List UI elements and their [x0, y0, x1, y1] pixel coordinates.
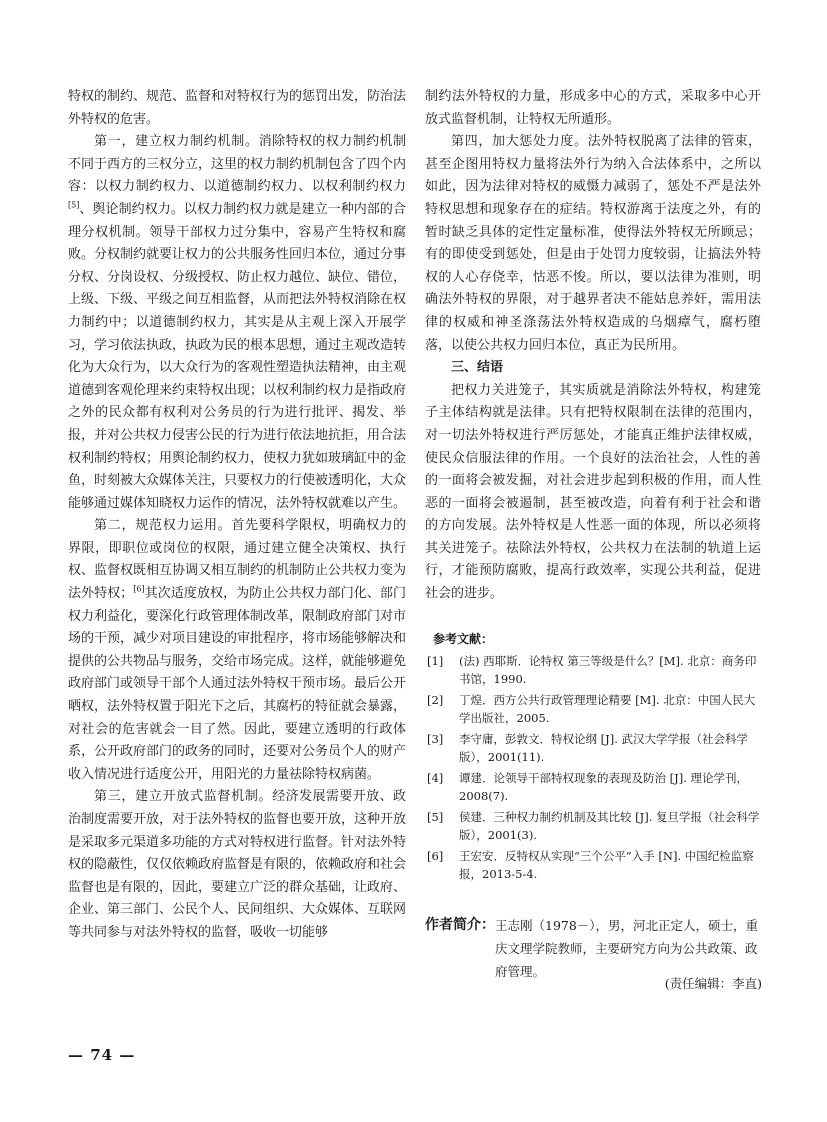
page-number: — 74 — — [68, 1046, 136, 1064]
citation-marker: [5] — [68, 200, 80, 210]
left-column — [68, 86, 406, 945]
author-label: 作者简介： — [425, 917, 495, 933]
paragraph-punishment — [425, 131, 761, 357]
reference-number: [6] — [427, 849, 444, 863]
paragraph-text: 、舆论制约权力。以权力制约权力就是建立一种内部的合理分权机制。领导干部权力过分集中，容易产生特权和腐败。分权制约就要让权力的公共服务性回归本位，通过分事分权、分岗设权、分级授权、防止权力越位、缺位、错位，上级、下级、平级之间互相监督，从而把法外特权消除在权力制约中；以道德制约权力，其实是从主观上深入开展学习，学习依法执政，执政为民的根本思想，通过主观改造转化为大众行为，以大众行为的客观性塑造执法精神，由主观道德到客观伦理来约束特权出现；以权利制约权力是指政府之外的民众都有权利对公务员的行为进行批评、揭发、举报，并对公共权力侵害公民的行为进行依法地抗拒，用合法权利制约特权；用舆论制约权力，使权力犹如玻璃缸中的金鱼，时刻被大众媒体关注，只要权力的行使被透明化，大众能够通过媒体知晓权力运作的情况，法外特权就难以产生。 — [68, 201, 407, 511]
paragraph-text: 经济发展需要开放、政治制度需要开放，对于法外特权的监督也要开放，这种开放是采取多元渠道多功能的方式对特权进行监督。针对法外特权的隐蔽性，仅仅依赖政府监督是有限的，依赖政府和社会监督也是有限的，因此，要建立广泛的群众基础，让政府、企业、第三部门、公民个人、民间组织、大众媒体、互联网等共同参与对法外特权的监督，吸收一切能够 — [68, 789, 407, 940]
author-text: 王志刚（1978－），男，河北正定人，硕士，重庆文理学院教师，主要研究方向为公共政策、政府管理。 — [495, 918, 759, 979]
reference-number: [1] — [427, 654, 444, 668]
paragraph-lead: 第二，规范权力运用。 — [94, 518, 232, 534]
right-column — [425, 86, 761, 606]
section-title: 三、结语 — [451, 360, 504, 376]
paragraph-continued: 特权的制约、规范、监督和对特权行为的惩罚出发，防治法外特权的危害。 — [68, 89, 407, 127]
reference-item — [425, 769, 761, 805]
paragraph-lead: 第三，建立开放式监督机制。 — [94, 789, 273, 805]
citation-marker: [6] — [133, 584, 145, 594]
reference-text: 李守庸，彭敦文．特权论纲 [J]. 武汉大学学报（社会科学版），2001(11). — [459, 732, 749, 764]
reference-text: 谭建．论领导干部特权现象的表现及防治 [J]. 理论学刊，2008(7). — [459, 771, 749, 803]
reference-item — [425, 691, 761, 727]
reference-number: [4] — [427, 771, 444, 785]
reference-text: 王宏安．反特权从实现“三个公平”入手 [N]. 中国纪检监察报，2013-5-4. — [459, 849, 754, 881]
references-title: 参考文献： — [433, 632, 494, 646]
responsible-editor: (责任编辑：李直) — [664, 976, 762, 991]
reference-item — [425, 652, 761, 688]
references-list — [425, 652, 761, 883]
reference-text: (法) 西耶斯．论特权 第三等级是什么？[M]. 北京：商务印书馆，1990. — [459, 654, 757, 686]
reference-text: 侯建．三种权力制约机制及其比较 [J]. 复旦学报（社会科学版），2001(3). — [459, 810, 760, 842]
paragraph-continued: 制约法外特权的力量，形成多中心的方式，采取多中心开放式监督机制，让特权无所遁形。 — [425, 89, 761, 127]
paragraph-text: 消除特权的权力制约机制不同于西方的三权分立，这里的权力制约机制包含了四个内容：以权力制约权力、以道德制约权力、以权利制约权力 — [68, 134, 407, 195]
paragraph-text: 法外特权脱离了法律的管束，甚至企图用特权力量将法外行为纳入合法体系中，之所以如此，因为法律对特权的威慑力减弱了，惩处不严是法外特权思想和现象存在的症结。特权游离于法度之外，有的暂时缺乏具体的定性定量标准，使得法外特权无所顾忌；有的即使受到惩处，但是由于处罚力度较弱，让搞法外特权的人心存侥幸，怙恶不悛。所以，要以法律为准则，明确法外特权的界限，对于越界者决不能姑息养奸，需用法律的权威和神圣涤荡法外特权造成的乌烟瘴气，腐朽堕落，以使公共权力回归本位，真正为民所用。 — [425, 134, 761, 353]
paragraph-text: 其次适度放权，为防止公共权力部门化、部门权力利益化，要深化行政管理体制改革，限制政府部门对市场的干预，减少对项目建设的审批程序，将市场能够解决和提供的公共物品与服务，交给市场完成。这样，就能够避免政府部门或领导干部个人通过法外特权干预市场。最后公开晒权，法外特权置于阳光下之后，其腐朽的特征就会暴露，对社会的危害就会一目了然。因此，要建立透明的行政体系，公开政府部门的政务的同时，还要对公务员个人的财产收入情况进行适度公开，用阳光的力量祛除特权病菌。 — [68, 586, 407, 782]
references-section — [425, 630, 761, 886]
paragraph-open-supervision — [68, 786, 406, 944]
paragraph-lead: 第一，建立权力制约机制。 — [94, 134, 259, 150]
reference-text: 丁煌．西方公共行政管理理论精要 [M]. 北京：中国人民大学出版社，2005. — [459, 693, 756, 725]
paragraph-conclusion: 把权力关进笼子，其实质就是消除法外特权，构建笼子主体结构就是法律。只有把特权限制在法律的范围内，对一切法外特权进行严厉惩处，才能真正维护法律权威，使民众信服法律的作用。一个良好的法治社会，人性的善的一面将会被发掘，对社会进步起到积极的作用，而人性恶的一面将会被遏制，甚至被改造，向着有利于社会和谐的方向发展。法外特权是人性恶一面的体现，所以必须将其关进笼子。祛除法外特权，公共权力在法制的轨道上运行，才能预防腐败，提高行政效率，实现公共利益，促进社会的进步。 — [425, 382, 761, 602]
reference-item — [425, 808, 761, 844]
author-bio — [425, 914, 765, 983]
reference-item — [425, 847, 761, 883]
paragraph-power-restriction — [68, 131, 406, 515]
reference-item — [425, 730, 761, 766]
paragraph-text: 首先要科学限权，明确权力的界限，即职位或岗位的权限，通过建立健全决策权、执行权、监督权既相互协调又相互制约的机制防止公共权力变为法外特权； — [68, 518, 407, 602]
reference-number: [5] — [427, 810, 444, 824]
paragraph-power-usage — [68, 515, 406, 786]
paragraph-lead: 第四，加大惩处力度。 — [451, 134, 588, 150]
reference-number: [2] — [427, 693, 444, 707]
reference-number: [3] — [427, 732, 444, 746]
